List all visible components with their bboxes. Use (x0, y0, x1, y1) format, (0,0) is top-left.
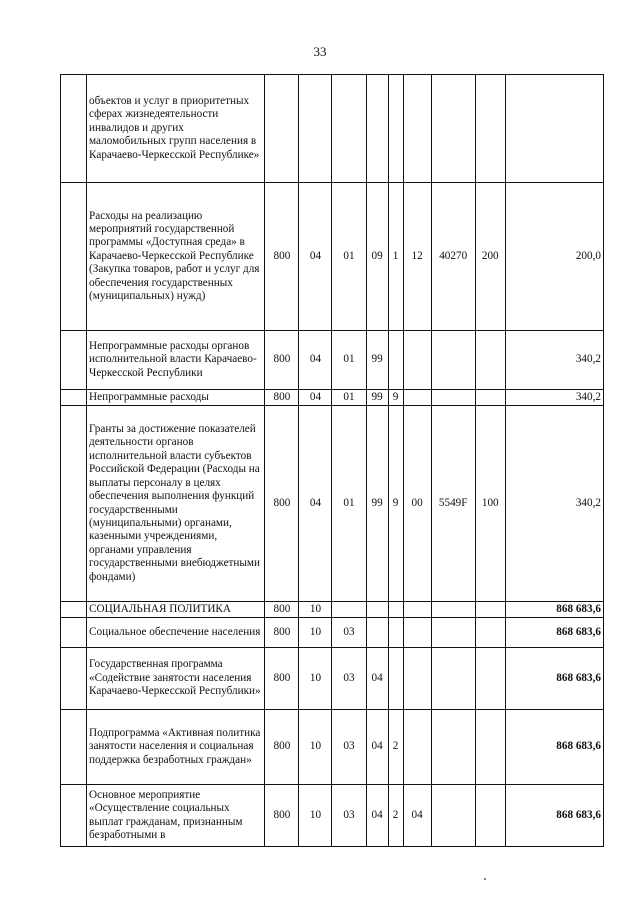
subprogram-code (388, 618, 403, 648)
direction-code (431, 75, 475, 183)
table-row (61, 390, 604, 406)
scan-mark (484, 878, 486, 880)
direction-code: 5549F (431, 406, 475, 602)
direction-code (431, 331, 475, 390)
expense-type-code (475, 390, 505, 406)
table-row (61, 406, 604, 602)
amount (505, 75, 603, 183)
direction-code (431, 390, 475, 406)
row-name: Социальное обеспечение населения (87, 618, 265, 648)
program-code: 99 (366, 331, 388, 390)
main-activity-code: 12 (403, 183, 431, 331)
main-activity-code (403, 648, 431, 710)
program-code: 99 (366, 390, 388, 406)
section-code: 10 (299, 602, 332, 618)
table-row (61, 331, 604, 390)
subprogram-code: 9 (388, 406, 403, 602)
direction-code (431, 785, 475, 847)
section-code: 04 (299, 183, 332, 331)
table-row (61, 648, 604, 710)
section-code (299, 75, 332, 183)
blank-cell (61, 406, 87, 602)
subsection-code: 01 (332, 331, 366, 390)
subprogram-code: 9 (388, 390, 403, 406)
row-name: Гранты за достижение показателей деятельности органов исполнительной власти субъектов Российской Федерации (Расходы на выплаты персоналу в целях обеспечения выполнения функций государственными (муниципальными) органами, казенными учреждениями, органами управления государственными внебюджетными фондами) (87, 406, 265, 602)
subprogram-code (388, 602, 403, 618)
grbs-code: 800 (265, 406, 299, 602)
table-row (61, 710, 604, 785)
program-code: 04 (366, 785, 388, 847)
row-name: Непрограммные расходы (87, 390, 265, 406)
expense-type-code (475, 618, 505, 648)
row-name: Расходы на реализацию мероприятий государственной программы «Доступная среда» в Карачаево-Черкесской Республике (Закупка товаров, работ и услуг для обеспечения государственных (муниципальных) нужд) (87, 183, 265, 331)
direction-code (431, 710, 475, 785)
subsection-code (332, 602, 366, 618)
main-activity-code (403, 602, 431, 618)
row-name: Непрограммные расходы органов исполнительной власти Карачаево-Черкесской Республики (87, 331, 265, 390)
section-code: 10 (299, 710, 332, 785)
expense-type-code (475, 331, 505, 390)
section-code: 10 (299, 618, 332, 648)
expense-type-code (475, 648, 505, 710)
grbs-code: 800 (265, 602, 299, 618)
blank-cell (61, 331, 87, 390)
grbs-code: 800 (265, 648, 299, 710)
program-code (366, 618, 388, 648)
blank-cell (61, 710, 87, 785)
grbs-code: 800 (265, 785, 299, 847)
blank-cell (61, 648, 87, 710)
program-code: 09 (366, 183, 388, 331)
main-activity-code (403, 618, 431, 648)
blank-cell (61, 75, 87, 183)
amount: 200,0 (505, 183, 603, 331)
subprogram-code (388, 648, 403, 710)
table-row (61, 602, 604, 618)
blank-cell (61, 785, 87, 847)
table-row (61, 785, 604, 847)
section-code: 04 (299, 390, 332, 406)
section-code: 10 (299, 648, 332, 710)
main-activity-code (403, 710, 431, 785)
subsection-code: 03 (332, 710, 366, 785)
program-code: 04 (366, 648, 388, 710)
expense-type-code (475, 785, 505, 847)
amount: 868 683,6 (505, 618, 603, 648)
section-code: 04 (299, 406, 332, 602)
main-activity-code (403, 75, 431, 183)
subprogram-code: 1 (388, 183, 403, 331)
row-name: СОЦИАЛЬНАЯ ПОЛИТИКА (87, 602, 265, 618)
expense-type-code: 100 (475, 406, 505, 602)
program-code: 04 (366, 710, 388, 785)
main-activity-code (403, 390, 431, 406)
blank-cell (61, 602, 87, 618)
subsection-code: 03 (332, 648, 366, 710)
program-code (366, 602, 388, 618)
row-name: объектов и услуг в приоритетных сферах жизнедеятельности инвалидов и других маломобильных групп населения в Карачаево-Черкесской Республике» (87, 75, 265, 183)
subsection-code: 01 (332, 183, 366, 331)
subprogram-code: 2 (388, 710, 403, 785)
subsection-code (332, 75, 366, 183)
section-code: 04 (299, 331, 332, 390)
table-row (61, 618, 604, 648)
grbs-code (265, 75, 299, 183)
subprogram-code (388, 75, 403, 183)
table-row (61, 75, 604, 183)
expense-type-code (475, 710, 505, 785)
grbs-code: 800 (265, 710, 299, 785)
subprogram-code (388, 331, 403, 390)
section-code: 10 (299, 785, 332, 847)
row-name: Подпрограмма «Активная политика занятости населения и социальная поддержка безработных граждан» (87, 710, 265, 785)
main-activity-code (403, 331, 431, 390)
amount: 340,2 (505, 406, 603, 602)
subsection-code: 01 (332, 390, 366, 406)
amount: 868 683,6 (505, 602, 603, 618)
subprogram-code: 2 (388, 785, 403, 847)
row-name: Государственная программа «Содействие занятости населения Карачаево-Черкесской Республики» (87, 648, 265, 710)
subsection-code: 03 (332, 618, 366, 648)
amount: 340,2 (505, 390, 603, 406)
subsection-code: 03 (332, 785, 366, 847)
page-number: 33 (313, 44, 327, 59)
amount: 340,2 (505, 331, 603, 390)
direction-code (431, 648, 475, 710)
expense-type-code (475, 602, 505, 618)
row-name: Основное мероприятие «Осуществление социальных выплат гражданам, признанным безработными в (87, 785, 265, 847)
budget-table (60, 74, 604, 847)
direction-code (431, 618, 475, 648)
blank-cell (61, 183, 87, 331)
expense-type-code: 200 (475, 183, 505, 331)
amount: 868 683,6 (505, 710, 603, 785)
grbs-code: 800 (265, 618, 299, 648)
grbs-code: 800 (265, 390, 299, 406)
program-code: 99 (366, 406, 388, 602)
subsection-code: 01 (332, 406, 366, 602)
amount: 868 683,6 (505, 785, 603, 847)
table-row (61, 183, 604, 331)
amount: 868 683,6 (505, 648, 603, 710)
main-activity-code: 00 (403, 406, 431, 602)
direction-code: 40270 (431, 183, 475, 331)
grbs-code: 800 (265, 183, 299, 331)
direction-code (431, 602, 475, 618)
blank-cell (61, 390, 87, 406)
main-activity-code: 04 (403, 785, 431, 847)
program-code (366, 75, 388, 183)
grbs-code: 800 (265, 331, 299, 390)
expense-type-code (475, 75, 505, 183)
blank-cell (61, 618, 87, 648)
